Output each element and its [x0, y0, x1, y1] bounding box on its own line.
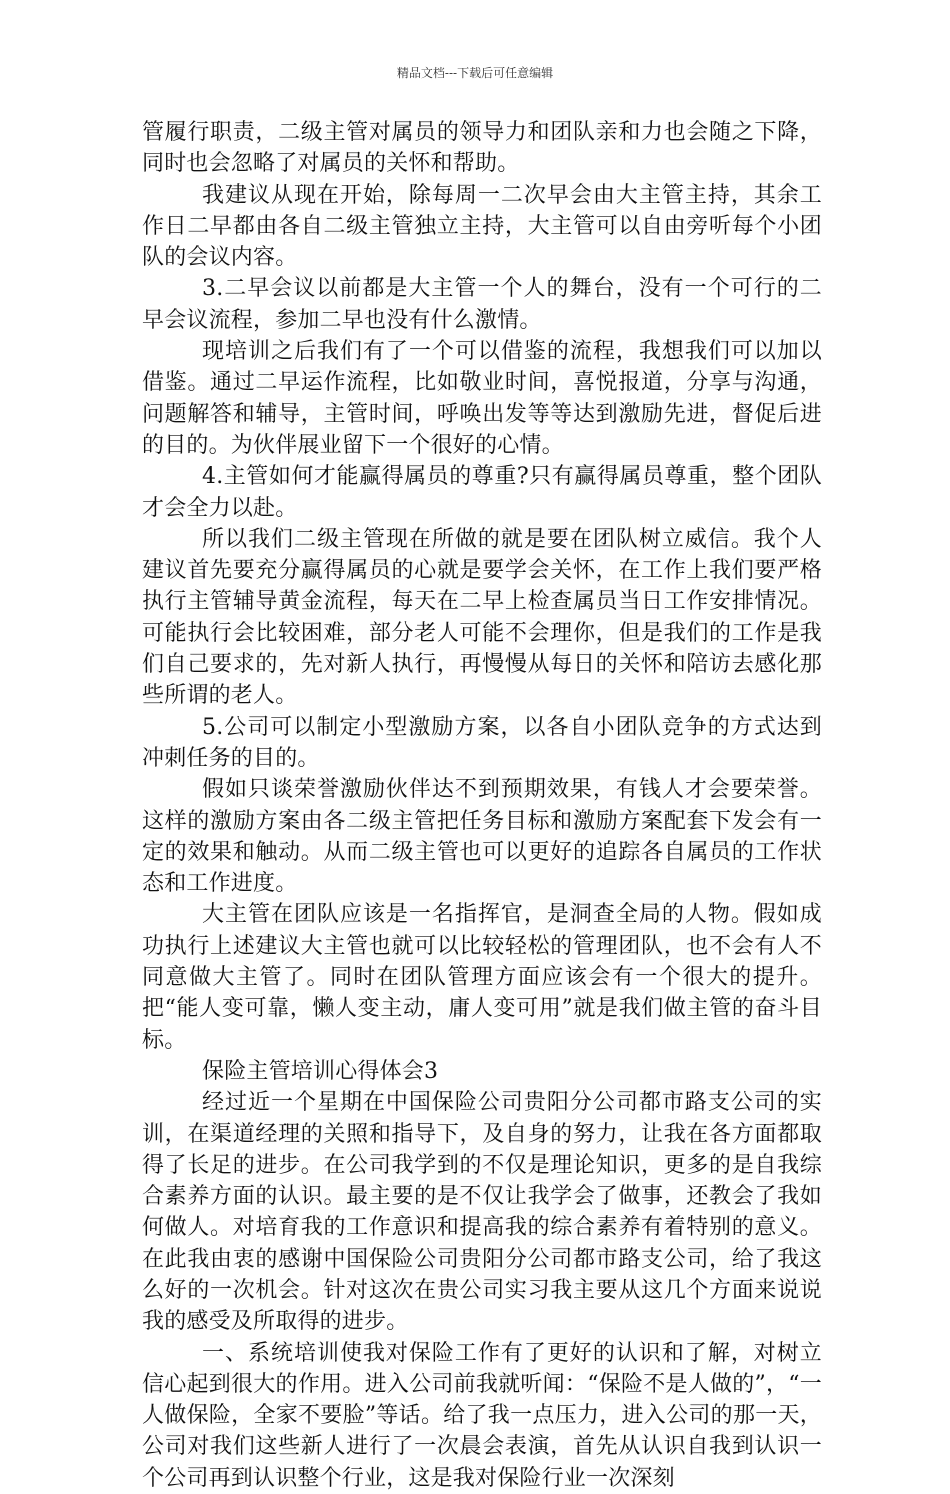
paragraph: 5.公司可以制定小型激励方案，以各自小团队竞争的方式达到冲刺任务的目的。 — [142, 714, 822, 771]
paragraph: 假如只谈荣誉激励伙伴达不到预期效果，有钱人才会要荣誉。这样的激励方案由各二级主管把任务目标和激励方案配套下发会有一定的效果和触动。从而二级主管也可以更好的追踪各自属员的工作状态和工作进度。 — [142, 777, 822, 897]
paragraph: 经过近一个星期在中国保险公司贵阳分公司都市路支公司的实训，在渠道经理的关照和指导下，及自身的努力，让我在各方面都取得了长足的进步。在公司我学到的不仅是理论知识，更多的是自我综合素养方面的认识。最主要的是不仅让我学会了做事，还教会了我如何做人。对培育我的工作意识和提高我的综合素养有着特别的意义。在此我由衷的感谢中国保险公司贵阳分公司都市路支公司，给了我这么好的一次机会。针对这次在贵公司实习我主要从这几个方面来说说我的感受及所取得的进步。 — [142, 1090, 822, 1335]
document-body — [142, 117, 822, 1494]
paragraph: 现培训之后我们有了一个可以借鉴的流程，我想我们可以加以借鉴。通过二早运作流程，比如敬业时间，喜悦报道，分享与沟通，问题解答和辅导，主管时间，呼唤出发等等达到激励先进，督促后进的目的。为伙伴展业留下一个很好的心情。 — [142, 339, 822, 458]
paragraph: 所以我们二级主管现在所做的就是要在团队树立威信。我个人建议首先要充分赢得属员的心就是要学会关怀，在工作上我们要严格执行主管辅导黄金流程，每天在二早上检查属员当日工作安排情况。可能执行会比较困难，部分老人可能不会理你，但是我们的工作是我们自己要求的，先对新人执行，再慢慢从每日的关怀和陪访去感化那些所谓的老人。 — [142, 526, 822, 709]
paragraph: 我建议从现在开始，除每周一二次早会由大主管主持，其余工作日二早都由各自二级主管独立主持，大主管可以自由旁听每个小团队的会议内容。 — [142, 182, 822, 271]
paragraph: 大主管在团队应该是一名指挥官，是洞查全局的人物。假如成功执行上述建议大主管也就可以比较轻松的管理团队，也不会有人不同意做大主管了。同时在团队管理方面应该会有一个很大的提升。把“能人变可靠，懒人变主动，庸人变可用”就是我们做主管的奋斗目标。 — [142, 902, 822, 1053]
section-heading: 保险主管培训心得体会3 — [202, 1058, 439, 1084]
paragraph: 一、系统培训使我对保险工作有了更好的认识和了解，对树立信心起到很大的作用。进入公司前我就听闻：“保险不是人做的”，“一人做保险，全家不要脸”等话。给了我一点压力，进入公司的那一天，公司对我们这些新人进行了一次晨会表演，首先从认识自我到认识一个公司再到认识整个行业，这是我对保险行业一次深刻 — [142, 1340, 822, 1491]
paragraph: 4.主管如何才能赢得属员的尊重?只有赢得属员尊重，整个团队才会全力以赴。 — [142, 464, 822, 521]
page-header: 精品文档---下载后可任意编辑 — [396, 66, 554, 80]
paragraph: 管履行职责，二级主管对属员的领导力和团队亲和力也会随之下降，同时也会忽略了对属员的关怀和帮助。 — [142, 120, 822, 177]
paragraph: 3.二早会议以前都是大主管一个人的舞台，没有一个可行的二早会议流程，参加二早也没有什么激情。 — [142, 276, 822, 333]
